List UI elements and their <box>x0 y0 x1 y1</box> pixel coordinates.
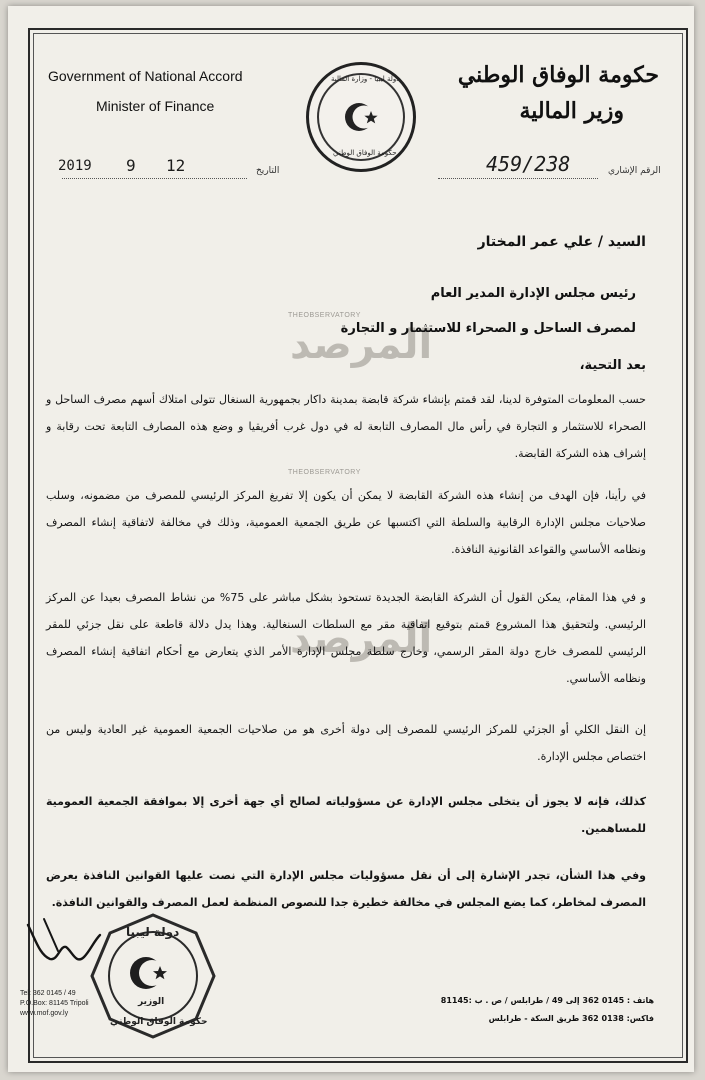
stamp-middle-text: الوزير <box>138 997 165 1007</box>
date-year: 2019 <box>58 158 92 174</box>
greeting: بعد التحية، <box>579 358 646 373</box>
header-ar-ministry: وزير المالية <box>519 98 624 124</box>
recipient-name: السيد / علي عمر المختار <box>477 234 646 250</box>
watermark-brand-en-2: THEOBSERVATORY <box>288 469 361 476</box>
body-paragraph-3: و في هذا المقام، يمكن القول أن الشركة القابضة الجديدة تستحوذ بشكل مباشر على 75% من نشاط المصرف بعيدا عن المركز الرئيسي. ولتحقيق هذا المشروع قمتم بتوقيع اتفاقية مقر مع السلطات السنغالية. وهذا يدل دلالة قاطعة على نقل جزئي للمقر الرئيسي للمصرف خارج دولة المقر الرسمي، وخارج سلطة مجلس الإدارة الأمر الذي يتعارض مع أحكام اتفاقية إنشاء المصرف ونظامه الأساسي. <box>46 591 646 685</box>
body-paragraph-5: كذلك، فإنه لا يجوز أن يتخلى مجلس الإدارة عن مسؤولياته لصالح أي جهة أخرى إلا بموافقة الجمعية العمومية للمساهمين. <box>46 795 646 835</box>
recipient-title: رئيس مجلس الإدارة المدير العام <box>430 286 636 301</box>
seal-top-text: دولة ليبيا - وزارة المالية <box>331 75 400 83</box>
body-paragraph-2: في رأينا، فإن الهدف من إنشاء هذه الشركة القابضة لا يمكن أن يكون إلا تفريغ المركز الرئيسي للمصرف من مضمونه، وسلب صلاحيات مجلس الإدارة الرقابية والسلطة التي اكتسبها عن طريق الجمعية العمومية، وذلك في مخالفة لاتفاقية إنشاء المصرف ونظامه الأساسي والقواعد القانونية النافذة. <box>46 489 646 556</box>
stamp-bottom-text: حكومة الوفاق الوطني <box>110 1017 208 1027</box>
date-label: التاريخ <box>256 166 280 176</box>
header-ar-government: حكومة الوفاق الوطني <box>457 62 659 88</box>
watermark-brand-ar-2: المرصد <box>290 616 433 662</box>
body-paragraph-4: إن النقل الكلي أو الجزئي للمركز الرئيسي للمصرف إلى دولة أخرى هو من صلاحيات الجمعية العمومية غير العادية وليس من اختصاص مجلس الإدارة. <box>46 723 646 763</box>
footer-ar-phone: هاتف : 0145 362 إلى 49 / طرابلس / ص . ب :81145 <box>440 996 654 1005</box>
footer-ar-fax: فاكس: 0138 362 طريق السكة - طرابلس <box>488 1014 654 1023</box>
footer-pobox: P.O.Box: 81145 Tripoli <box>20 1000 89 1007</box>
footer-tel: Tel: 362 0145 / 49 <box>20 990 76 997</box>
date-month: 9 <box>126 156 136 175</box>
stamp-top-text: دولة ليبيا <box>126 925 180 939</box>
recipient-bank: لمصرف الساحل و الصحراء للاستثمار و التجارة <box>340 321 636 336</box>
footer-contact-en <box>20 989 89 1019</box>
reference-label: الرقم الإشاري <box>608 166 661 176</box>
header-en-ministry: Minister of Finance <box>96 98 215 114</box>
reference-number: 459/238 <box>486 152 571 176</box>
official-stamp <box>88 911 218 1041</box>
date-dotted-line <box>62 178 247 179</box>
watermark-brand-en-1: THEOBSERVATORY <box>288 312 361 319</box>
body-paragraph-6: وفي هذا الشأن، تجدر الإشارة إلى أن نقل مسؤوليات مجلس الإدارة التي نصت عليها القوانين النافذة يعرض المصرف لمخاطر، كما يضع المجلس في مخالفة خطيرة جدا للنصوص المنظمة لعمل المصرف والقوانين النافذة. <box>46 869 646 909</box>
footer-web[interactable]: www.mof.gov.ly <box>20 1010 69 1017</box>
body-paragraph-1: حسب المعلومات المتوفرة لدينا، لقد قمتم بإنشاء شركة قابضة بمدينة داكار بجمهورية السنغال تتولى امتلاك أسهم مصرف الساحل و الصحراء للاستثمار و التجارة في رأس مال المصارف التابعة له في دول غرب أفريقيا و وضع هذه المصارف التابعة تحت رقابة و إشراف هذه الشركة القابضة. <box>46 393 646 460</box>
date-day: 12 <box>166 156 186 175</box>
letter-sheet <box>8 6 694 1072</box>
ref-dotted-line <box>438 178 598 179</box>
seal-bottom-text: حكومة الوفاق الوطني <box>333 149 397 157</box>
watermark-brand-ar-1: المرصد <box>290 322 433 368</box>
header-en-government: Government of National Accord <box>48 68 243 84</box>
